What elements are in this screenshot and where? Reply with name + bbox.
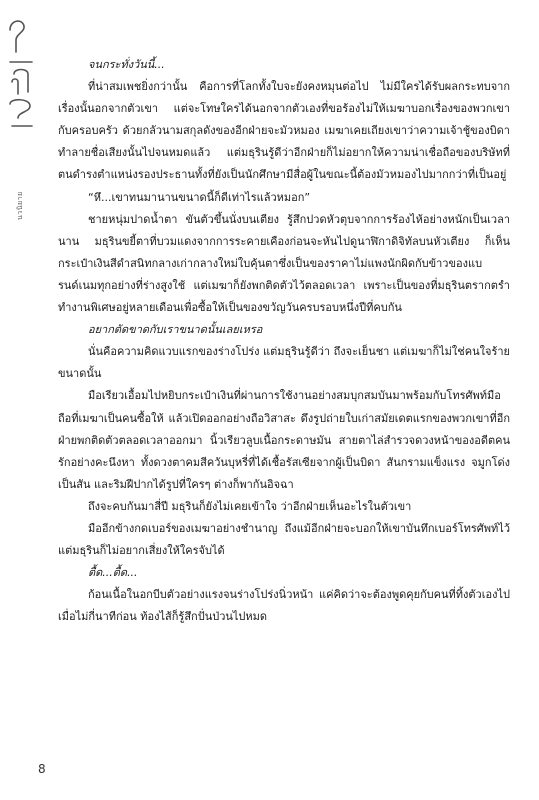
paragraph: อยากตัดขาดกับเราขนาดนั้นเลยเหรอ: [88, 323, 263, 337]
paragraph: ที่น่าสมเพชยิ่งกว่านั้น คือการที่โลกทั้งใบจะยังคงหมุนต่อไป ไม่มีใครได้รับผลกระทบจากเรื่องนั้นอกจากตัวเขา แต่จะโทษใครได้นอกจากตัวเองที่ขอร้องไม่ให้เมฆาบอกเรื่องของพวกเขากับครอบครัว ด้วยกลัวนามสกุลดังของอีกฝ่ายจะมัวหมอง เมฆาเคยเถียงเขาว่าความเจ้าชู้ของบิดาทำลายชื่อเสียงนั้นไปจนหมดแล้ว แต่มธุรินรู้ดีว่าอีกฝ่ายก็ไม่อยากให้ความน่าเชื่อถือของบริษัทที่ตนดำรงตำแหน่งรองประธานทั้งที่ยังเป็นนักศึกษามีสื่อผู้ในขณะนี้ต้องมัวหมองไปมากกว่าที่เป็นอยู่: [58, 80, 510, 182]
paragraph: ชายหนุ่มปาดน้ำตา ขันตัวขึ้นนั่งบนเตียง รู้สึกปวดหัวตุบจากการร้องไห้อย่างหนักเป็นเวลานาน มธุรินขยี้ตาที่บวมแดงจากการระคายเคืองก่อนจะหันไปดูนาฬิกาดิจิทัลบนหัวเตียง ก็เห็นกระเป๋าเงินสีดำสนิทกลางเก่ากลางใหม่ใบคุ้นตาซึ่งเป็นของราคาไม่แพงนักผิดกับข้าวของแบรนด์เนมทุกอย่างที่ร่างสูงใช้ แต่เมฆาก็ยังพกติดตัวไว้ตลอดเวลา เพราะเป็นของที่มธุรินตรากตรำทำงานพิเศษอยู่หลายเดือนเพื่อซื้อให้เป็นของขวัญวันครบรอบหนึ่งปีที่คบกัน: [58, 212, 510, 315]
paragraph: ก้อนเนื้อในอกบีบตัวอย่างแรงจนร่างโปร่งนิ่วหน้า แค่คิดว่าจะต้องพูดคุยกับคนที่ทิ้งตัวเองไปเมื่อไม่กี่นาทีก่อน ท้องไส้ก็รู้สึกปั่นป่วนไปหมด: [58, 588, 510, 624]
paragraph: มืออีกข้างกดเบอร์ของเมฆาอย่างชำนาญ ถึงแม้อีกฝ่ายจะบอกให้เขาบันทึกเบอร์โทรศัพท์ไว้ แต่มธุรินก็ไม่อยากเสี่ยงให้ใครจับได้: [58, 521, 510, 558]
paragraph: ถึงจะคบกันมาสี่ปี มธุรินก็ยังไม่เคยเข้าใจ ว่าอีกฝ่ายเห็นอะไรในตัวเขา: [88, 499, 412, 513]
paragraph: นั่นคือความคิดแวบแรกของร่างโปร่ง แต่มธุรินรู้ดีว่า ถึงจะเย็นชา แต่เมฆาก็ไม่ใช่คนใจร้ายขนาดนั้น: [58, 345, 510, 381]
book-title-logo: [2, 12, 48, 142]
paragraph: ตื้ด...ตื้ด...: [88, 566, 138, 580]
page-body: [58, 54, 510, 628]
paragraph: จนกระทั่งวันนี้...: [88, 58, 165, 71]
page-number: 8: [38, 762, 46, 776]
paragraph: มือเรียวเอื้อมไปหยิบกระเป๋าเงินที่ผ่านการใช้งานอย่างสมบุกสมบันมาพร้อมกับโทรศัพท์มือถือที่เมฆาเป็นคนซื้อให้ แล้วเปิดออกอย่างถือวิสาสะ ดึงรูปถ่ายใบเก่าสมัยเดตแรกของพวกเขาที่อีกฝ่ายพกติดตัวตลอดเวลาออกมา นิ้วเรียวลูบเนื้อกระดาษมัน สายตาไล่สำรวจดวงหน้าของอดีตคนรักอย่างคะนึงหา ทั้งดวงตาคมสีควันบุหรี่ที่ได้เชื้อรัสเซียจากผู้เป็นบิดา สันกรามแข็งแรง จมูกโด่งเป็นสัน และริมฝีปากได้รูปที่ใครๆ ต่างก็พากันอิจฉา: [58, 389, 510, 491]
side-caption: นวนิยาย: [16, 191, 24, 220]
paragraph: “หึ...เขาทนมานานขนาดนี้ก็ดีเท่าไรแล้วหมอก”: [88, 190, 311, 204]
